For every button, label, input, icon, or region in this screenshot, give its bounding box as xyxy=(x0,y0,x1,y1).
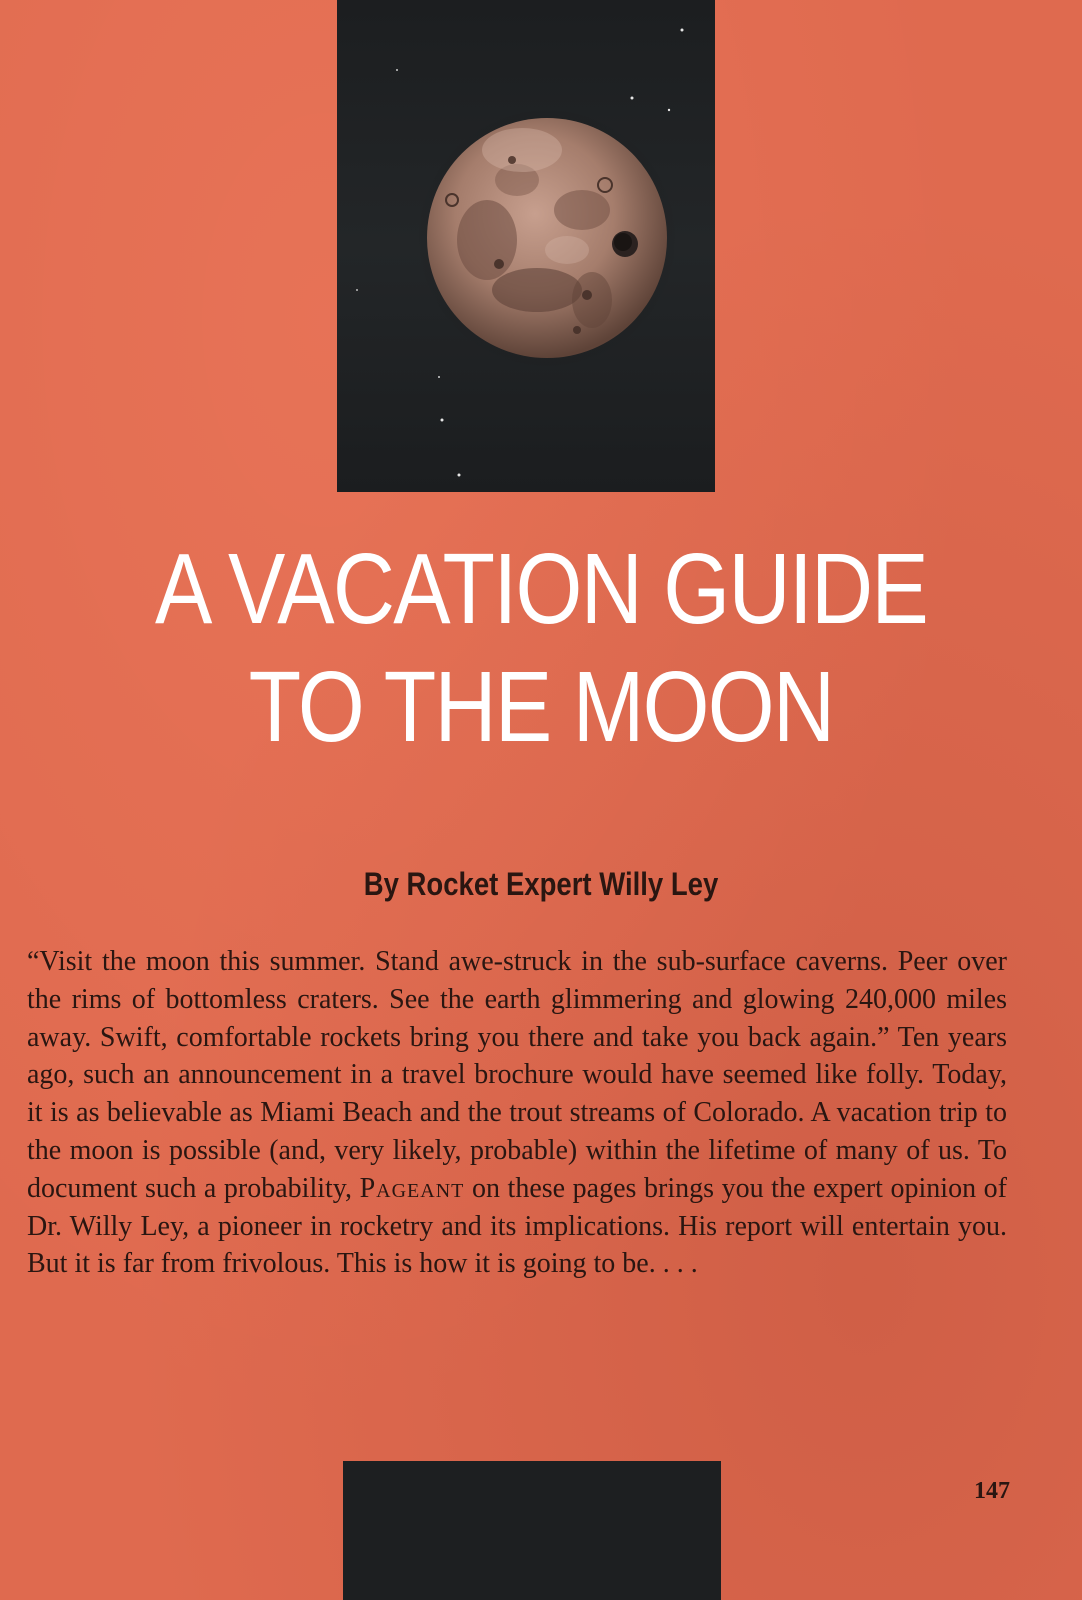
moon-photograph xyxy=(337,0,715,492)
byline: By Rocket Expert Willy Ley xyxy=(363,866,719,902)
bottom-photo-panel xyxy=(343,1461,721,1600)
intro-text-part-1: “Visit the moon this summer. Stand awe-struck in the sub-surface caverns. Peer over the rims of bottomless craters. See the earth glimmering and glowing 240,000 miles away. Swift, comfortable rockets bring you there and take you back again.” Ten years ago, such an announcement in a travel brochure would have seemed like folly. Today, it is as believable as Miami Beach and the trout streams of Colorado. A vacation trip to the moon is possible (and, very likely, probable) within the lifetime of many of us. To document such a probability, xyxy=(27,946,1007,1204)
page-number: 147 xyxy=(974,1478,1010,1504)
article-title xyxy=(76,530,1007,766)
moon-illustration xyxy=(337,0,715,492)
magazine-name: Pageant xyxy=(359,1172,465,1204)
article-intro-paragraph xyxy=(27,943,1007,1283)
intro-text-part-2: on these pages brings you the expert opinion of Dr. Willy Ley, a pioneer in rocketry and its implications. His report will entertain you. But it is far from frivolous. This is how it is going to be. . . . xyxy=(27,1172,1007,1280)
title-line-1: A VACATION GUIDE xyxy=(154,533,928,645)
title-line-2: TO THE MOON xyxy=(248,651,834,763)
